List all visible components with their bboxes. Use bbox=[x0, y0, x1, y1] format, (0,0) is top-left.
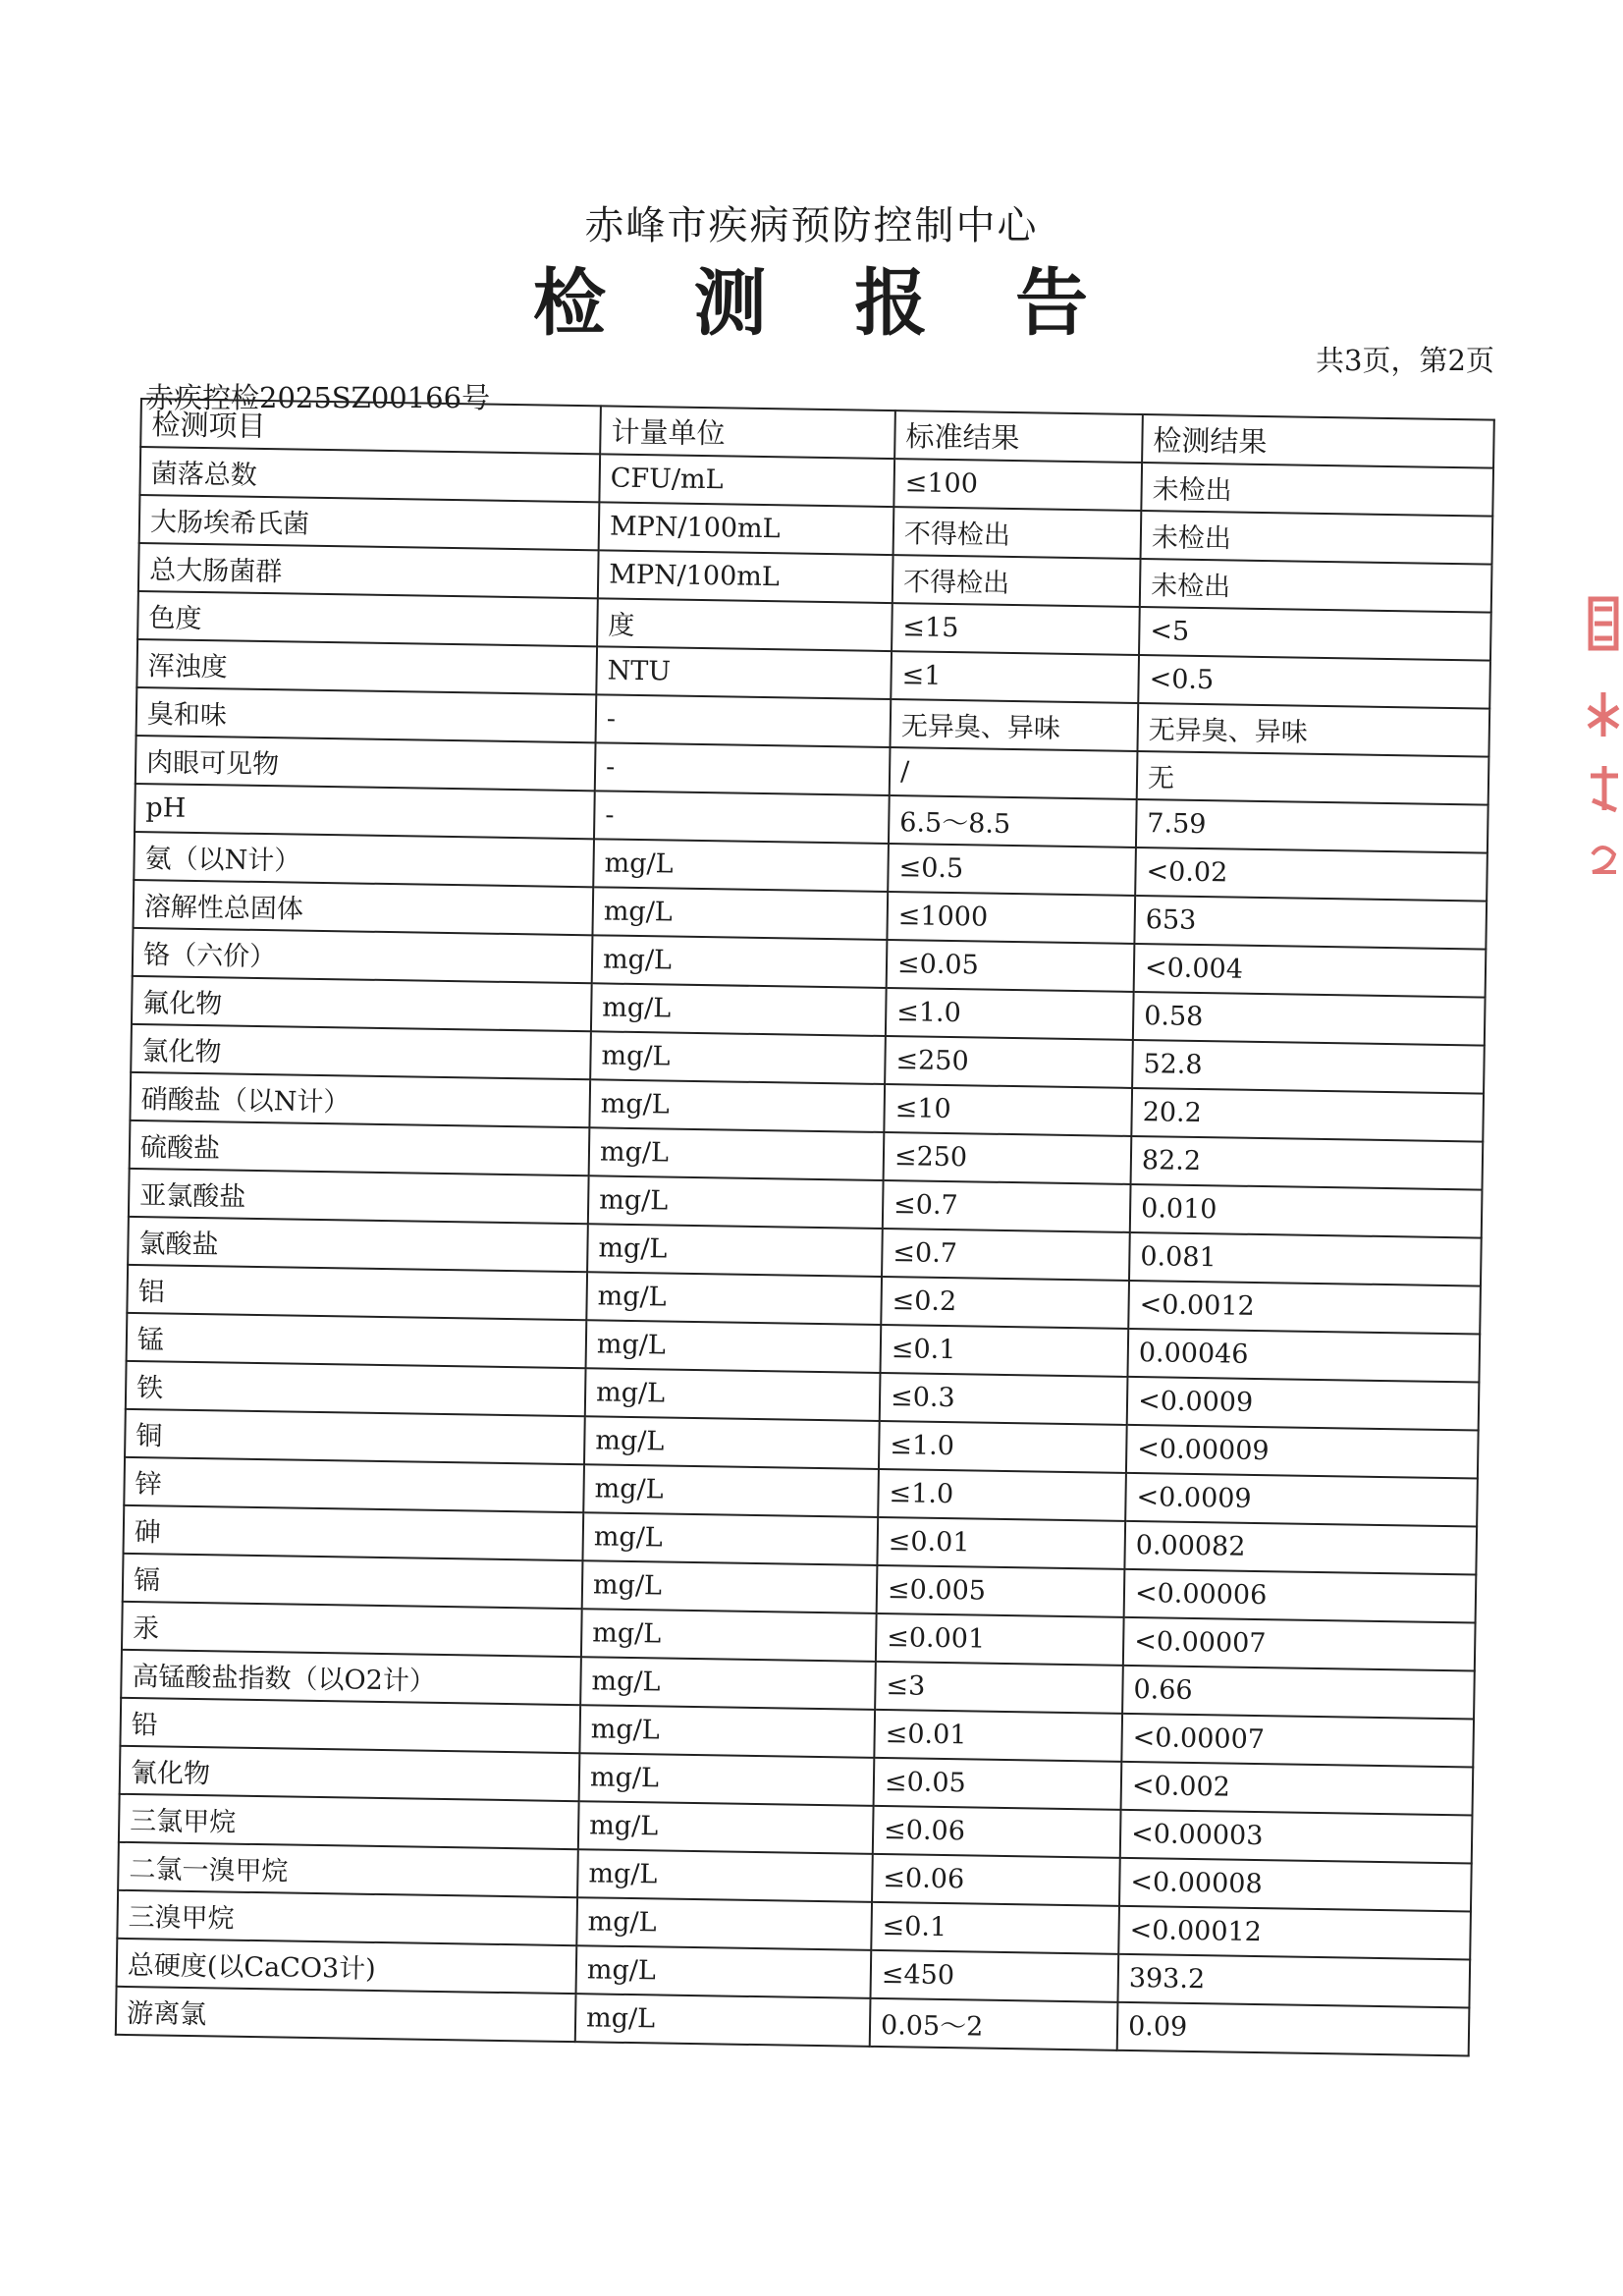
unit-cell: mg/L bbox=[581, 1609, 877, 1662]
organization-name: 赤峰市疾病预防控制中心 bbox=[584, 203, 1039, 248]
item-name-cell: 总硬度(以CaCO3计) bbox=[117, 1939, 577, 1994]
result-cell: 7.59 bbox=[1136, 799, 1488, 853]
result-cell: <0.00006 bbox=[1124, 1569, 1477, 1623]
unit-cell: mg/L bbox=[592, 887, 888, 940]
standard-cell: ≤450 bbox=[870, 1950, 1118, 2002]
unit-cell: mg/L bbox=[584, 1416, 880, 1469]
unit-cell: 度 bbox=[597, 598, 893, 651]
unit-cell: mg/L bbox=[589, 1079, 885, 1132]
item-name-cell: 大肠埃希氏菌 bbox=[139, 495, 600, 550]
results-table bbox=[115, 398, 1495, 2056]
result-cell: <0.00007 bbox=[1121, 1714, 1474, 1768]
result-cell: 0.010 bbox=[1130, 1184, 1483, 1238]
item-name-cell: 砷 bbox=[124, 1505, 584, 1560]
item-name-cell: 三氯甲烷 bbox=[119, 1794, 579, 1849]
table-body bbox=[116, 447, 1493, 2055]
standard-cell: ≤250 bbox=[885, 1036, 1133, 1088]
standard-cell: ≤0.3 bbox=[880, 1373, 1128, 1425]
standard-cell: ≤10 bbox=[884, 1084, 1132, 1136]
standard-cell: ≤0.005 bbox=[877, 1565, 1125, 1617]
item-name-cell: 总大肠菌群 bbox=[138, 543, 599, 598]
result-cell: <0.0012 bbox=[1128, 1281, 1481, 1335]
item-name-cell: 氯化物 bbox=[131, 1024, 591, 1079]
result-cell: <0.00012 bbox=[1118, 1906, 1471, 1960]
item-name-cell: 二氯一溴甲烷 bbox=[118, 1842, 578, 1897]
standard-cell: ≤0.5 bbox=[888, 844, 1136, 896]
unit-cell: mg/L bbox=[580, 1657, 876, 1710]
item-name-cell: 氰化物 bbox=[120, 1746, 580, 1801]
item-name-cell: 硝酸盐（以N计） bbox=[130, 1072, 590, 1127]
standard-cell: ≤15 bbox=[892, 603, 1140, 655]
unit-cell: mg/L bbox=[579, 1753, 875, 1806]
item-name-cell: 铝 bbox=[127, 1265, 587, 1320]
result-cell: 653 bbox=[1134, 896, 1487, 950]
standard-cell: ≤0.7 bbox=[883, 1180, 1131, 1232]
result-cell: <0.00003 bbox=[1120, 1810, 1473, 1864]
item-name-cell: 硫酸盐 bbox=[130, 1121, 590, 1175]
item-name-cell: 溶解性总固体 bbox=[134, 880, 594, 935]
standard-cell: ≤1000 bbox=[887, 892, 1135, 944]
standard-cell: ≤0.1 bbox=[880, 1325, 1128, 1377]
result-cell: <0.00008 bbox=[1119, 1858, 1472, 1912]
unit-cell: mg/L bbox=[582, 1560, 878, 1613]
standard-cell: ≤1.0 bbox=[878, 1469, 1126, 1521]
item-name-cell: 臭和味 bbox=[136, 687, 597, 742]
result-cell: 未检出 bbox=[1140, 559, 1492, 613]
result-cell: 0.66 bbox=[1122, 1666, 1475, 1720]
standard-cell: ≤0.05 bbox=[874, 1758, 1122, 1810]
standard-cell: ≤3 bbox=[875, 1662, 1123, 1714]
unit-cell: mg/L bbox=[578, 1801, 874, 1854]
item-name-cell: 汞 bbox=[122, 1602, 582, 1657]
item-name-cell: 镉 bbox=[123, 1554, 583, 1609]
standard-cell: ≤0.06 bbox=[872, 1854, 1120, 1906]
stamp-seal-mark bbox=[1581, 579, 1623, 933]
standard-cell: 6.5～8.5 bbox=[889, 795, 1137, 847]
unit-cell: mg/L bbox=[586, 1320, 882, 1373]
column-header: 检测结果 bbox=[1142, 414, 1494, 468]
result-cell: <0.00009 bbox=[1126, 1425, 1479, 1479]
item-name-cell: 铁 bbox=[126, 1361, 586, 1416]
result-cell: <0.0009 bbox=[1127, 1377, 1480, 1431]
unit-cell: mg/L bbox=[586, 1272, 882, 1325]
item-name-cell: 色度 bbox=[137, 591, 598, 646]
result-cell: 393.2 bbox=[1117, 1954, 1470, 2008]
unit-cell: mg/L bbox=[582, 1512, 878, 1565]
standard-cell: ≤1.0 bbox=[886, 988, 1134, 1040]
standard-cell: ≤0.001 bbox=[876, 1613, 1124, 1666]
unit-cell: mg/L bbox=[583, 1464, 879, 1517]
standard-cell: ≤0.06 bbox=[873, 1806, 1121, 1858]
item-name-cell: pH bbox=[135, 784, 595, 839]
unit-cell: mg/L bbox=[587, 1224, 883, 1277]
item-name-cell: 铅 bbox=[120, 1698, 580, 1753]
unit-cell: mg/L bbox=[593, 839, 889, 892]
item-name-cell: 亚氯酸盐 bbox=[129, 1169, 589, 1224]
column-header: 计量单位 bbox=[600, 406, 895, 459]
unit-cell: - bbox=[594, 791, 890, 844]
standard-cell: ≤100 bbox=[893, 459, 1142, 511]
standard-cell: ≤1 bbox=[891, 651, 1139, 703]
standard-cell: ≤0.01 bbox=[877, 1517, 1125, 1569]
item-name-cell: 肉眼可见物 bbox=[135, 736, 596, 791]
item-name-cell: 锌 bbox=[124, 1457, 584, 1512]
standard-cell: ≤0.2 bbox=[881, 1277, 1129, 1329]
result-cell: <0.0009 bbox=[1125, 1473, 1478, 1527]
result-cell: <0.5 bbox=[1138, 655, 1490, 709]
standard-cell: ≤0.7 bbox=[882, 1229, 1130, 1281]
item-name-cell: 菌落总数 bbox=[139, 447, 600, 502]
page-info: 共3页，第2页 bbox=[1316, 344, 1494, 377]
item-name-cell: 锰 bbox=[127, 1313, 587, 1368]
result-cell: 未检出 bbox=[1141, 463, 1493, 517]
unit-cell: mg/L bbox=[577, 1849, 873, 1902]
unit-cell: - bbox=[596, 694, 892, 747]
result-cell: 0.00082 bbox=[1124, 1521, 1477, 1575]
column-header: 检测项目 bbox=[140, 399, 601, 454]
unit-cell: - bbox=[595, 742, 891, 795]
result-cell: <0.02 bbox=[1135, 847, 1488, 902]
column-header: 标准结果 bbox=[894, 410, 1143, 463]
item-name-cell: 氨（以N计） bbox=[134, 832, 594, 887]
unit-cell: mg/L bbox=[592, 935, 888, 988]
results-table-wrapper bbox=[115, 398, 1493, 2056]
standard-cell: ≤0.01 bbox=[874, 1710, 1122, 1762]
standard-cell: 0.05～2 bbox=[870, 1998, 1118, 2050]
unit-cell: mg/L bbox=[575, 1994, 871, 2047]
unit-cell: mg/L bbox=[579, 1705, 875, 1758]
result-cell: 无 bbox=[1137, 751, 1489, 805]
unit-cell: mg/L bbox=[591, 983, 887, 1036]
result-cell: 0.09 bbox=[1117, 2002, 1470, 2056]
standard-cell: ≤0.1 bbox=[871, 1902, 1119, 1954]
unit-cell: CFU/mL bbox=[599, 454, 894, 507]
result-cell: <0.002 bbox=[1121, 1762, 1474, 1816]
standard-cell: ≤1.0 bbox=[879, 1421, 1127, 1473]
report-title: 检 测 报 告 bbox=[532, 261, 1091, 346]
item-name-cell: 高锰酸盐指数（以O2计） bbox=[121, 1650, 581, 1705]
unit-cell: mg/L bbox=[588, 1175, 884, 1229]
unit-cell: MPN/100mL bbox=[598, 550, 893, 603]
unit-cell: mg/L bbox=[576, 1945, 872, 1998]
result-cell: <5 bbox=[1139, 607, 1491, 661]
unit-cell: mg/L bbox=[576, 1897, 872, 1950]
report-number: 赤疾控检2025SZ00166号 bbox=[145, 381, 491, 414]
result-cell: 未检出 bbox=[1141, 511, 1493, 565]
standard-cell: / bbox=[890, 747, 1138, 799]
result-cell: <0.004 bbox=[1134, 944, 1487, 998]
standard-cell: 无异臭、异味 bbox=[891, 699, 1139, 751]
unit-cell: mg/L bbox=[589, 1127, 885, 1180]
standard-cell: 不得检出 bbox=[893, 555, 1141, 607]
item-name-cell: 游离氯 bbox=[116, 1987, 576, 2042]
result-cell: 0.00046 bbox=[1127, 1329, 1480, 1383]
item-name-cell: 氟化物 bbox=[132, 976, 592, 1031]
result-cell: 0.081 bbox=[1129, 1232, 1482, 1286]
standard-cell: ≤0.05 bbox=[887, 940, 1135, 992]
unit-cell: mg/L bbox=[590, 1031, 886, 1084]
unit-cell: NTU bbox=[596, 646, 892, 699]
result-cell: 82.2 bbox=[1131, 1136, 1484, 1190]
result-cell: <0.00007 bbox=[1123, 1617, 1476, 1671]
result-cell: 无异臭、异味 bbox=[1137, 703, 1489, 757]
item-name-cell: 浑浊度 bbox=[136, 639, 597, 694]
unit-cell: MPN/100mL bbox=[599, 502, 894, 555]
item-name-cell: 铬（六价） bbox=[133, 928, 593, 983]
result-cell: 0.58 bbox=[1133, 992, 1486, 1046]
item-name-cell: 铜 bbox=[125, 1409, 585, 1464]
standard-cell: ≤250 bbox=[884, 1132, 1132, 1184]
result-cell: 52.8 bbox=[1132, 1040, 1485, 1094]
item-name-cell: 氯酸盐 bbox=[128, 1217, 588, 1272]
result-cell: 20.2 bbox=[1131, 1088, 1484, 1142]
unit-cell: mg/L bbox=[585, 1368, 881, 1421]
item-name-cell: 三溴甲烷 bbox=[117, 1890, 577, 1945]
standard-cell: 不得检出 bbox=[893, 507, 1142, 559]
red-stamp-fragment bbox=[1581, 579, 1623, 933]
